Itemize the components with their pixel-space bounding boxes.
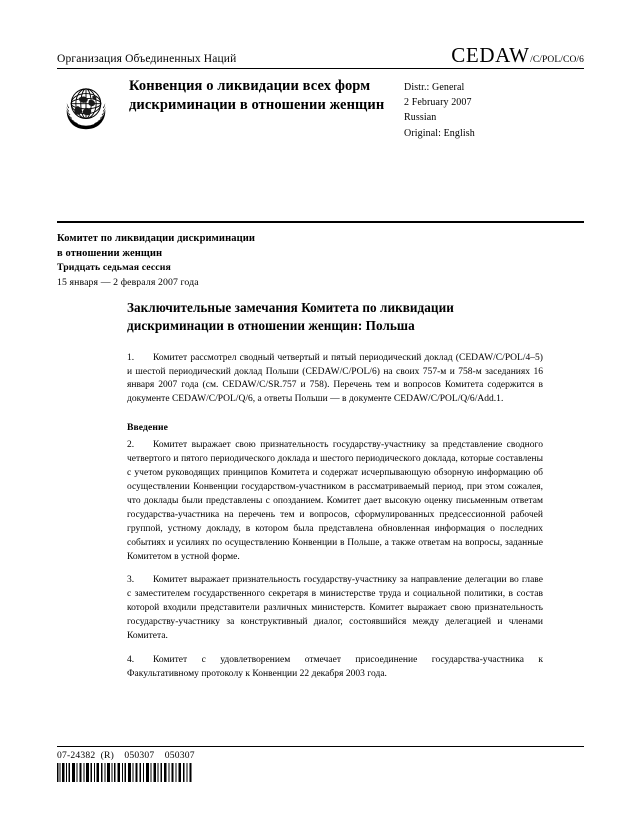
masthead-top-row <box>57 45 584 68</box>
distribution-block <box>404 76 579 141</box>
document-content <box>127 299 543 692</box>
committee-name-line1: Комитет по ликвидации дискриминации <box>57 233 256 244</box>
committee-block <box>57 231 457 290</box>
page-title: Заключительные замечания Комитета по ликвидации дискриминации в отношении женщин: Польша <box>127 300 454 333</box>
emblem-container <box>57 76 129 135</box>
document-date: 2 February 2007 <box>404 97 472 109</box>
paragraph-3 <box>127 574 543 644</box>
committee-name-line2: в отношении женщин <box>57 248 163 260</box>
paragraph-4-text: Комитет с удовлетворением отмечает присоединение государства-участника к Факультативному протоколу к Конвенции 22 декабря 2003 года. <box>127 654 543 679</box>
paragraph-3-text: Комитет выражает признательность государству-участнику за направление делегации во главе с заместителем государственного секретаря в министерстве труда и социальной политики, в состав которой входили представители различных министерств. Комитет выражает свою признательность государству-участнику за конструктивный диалог, состоявшийся между делегацией и членами Комитета. <box>127 575 543 642</box>
masthead-body-row <box>57 69 584 141</box>
document-symbol <box>451 45 584 66</box>
paragraph-1-number: 1. <box>127 352 135 363</box>
paragraph-4 <box>127 654 543 682</box>
paragraph-3-number: 3. <box>127 575 135 586</box>
paragraph-1-text: Комитет рассмотрел сводный четвертый и пятый периодический доклад (CEDAW/C/POL/4–5) и шестой периодический доклад Польши (CEDAW/C/POL/6) на своих 757-м и 758-м заседаниях 16 января 2007 года (см. CEDAW/C/SR.757 и 758). Перечень тем и вопросов Комитета содержится в документе CEDAW/C/POL/Q/6, а ответы Польши — в документе CEDAW/C/POL/Q/6/Add.1. <box>127 352 543 405</box>
committee-session: Тридцать седьмая сессия <box>57 262 171 274</box>
un-emblem-icon <box>57 77 115 135</box>
distribution-type: Distr.: General <box>404 82 465 93</box>
masthead <box>57 45 584 141</box>
job-number: 07-24382 (R) 050307 050307 <box>57 750 195 761</box>
paragraph-1 <box>127 352 543 408</box>
paragraph-2 <box>127 439 543 564</box>
document-symbol-main: CEDAW <box>451 43 530 67</box>
paragraph-4-number: 4. <box>127 654 135 665</box>
organization-name: Организация Объединенных Наций <box>57 53 237 66</box>
paragraph-2-number: 2. <box>127 440 135 451</box>
section-heading-introduction: Введение <box>127 422 168 434</box>
convention-title: Конвенция о ликвидации всех форм дискриминации в отношении женщин <box>129 78 385 114</box>
committee-section-rule <box>57 221 584 223</box>
barcode-icon <box>57 763 194 782</box>
footer <box>57 750 584 782</box>
footer-divider-rule <box>57 746 584 747</box>
document-language: Russian <box>404 112 437 124</box>
paragraph-2-text: Комитет выражает свою признательность государству-участнику за представление сводного четвертого и пятого периодического доклада и шестого периодического доклада, которые составлены с учетом руководящих принципов Комитета и содержат исчерпывающую обзорную информацию об осуществлении Конвенции государством-участником в рассматриваемый период, при этом сожалея, что доклады были представлены с опозданием. Комитет дает высокую оценку письменным ответам государства-участника на перечень тем и вопросов, сформулированных предсессионной рабочей группой, устному докладу, в котором была представлена обновленная информация о последних событиях и усилиях по осуществлению Конвенции в Польше, а также ответам на вопросы, заданные Комитетом в устной форме. <box>127 440 543 562</box>
committee-session-dates: 15 января — 2 февраля 2007 года <box>57 276 199 288</box>
document-original-language: Original: English <box>404 127 475 139</box>
document-symbol-suffix: /C/POL/CO/6 <box>530 55 584 65</box>
